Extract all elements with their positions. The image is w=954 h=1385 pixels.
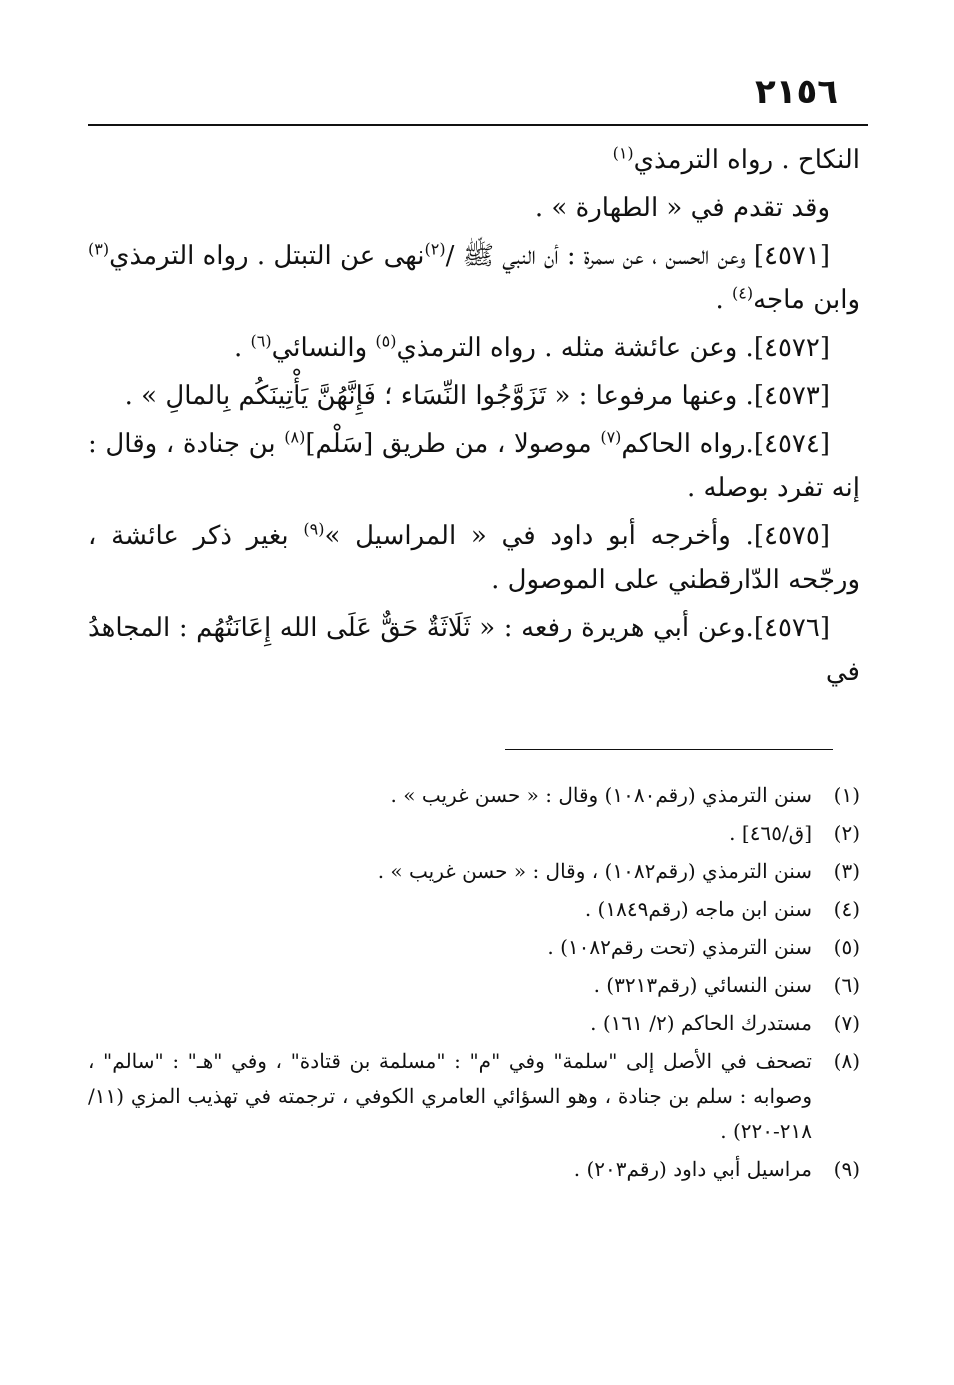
header-rule <box>88 124 868 126</box>
hadith-text: . <box>233 333 251 363</box>
hadith-text: والنسائي <box>271 333 376 363</box>
footnote-9 <box>88 1152 860 1187</box>
hadith-4571 <box>88 234 860 322</box>
footnote-number: (٥) <box>833 935 860 959</box>
hadith-number: [٤٥٧٦] <box>753 613 830 643</box>
hadith-number: [٤٥٧١] <box>753 241 830 271</box>
footnote-number: (٧) <box>833 1011 860 1035</box>
footnote-text: مراسيل أبي داود (رقم٢٠٣) . <box>573 1157 812 1181</box>
hadith-number: [٤٥٧٥] <box>753 521 830 551</box>
paragraph-text: النكاح . رواه الترمذي <box>633 145 860 175</box>
footnote-text: سنن ابن ماجه (رقم١٨٤٩) . <box>584 897 812 921</box>
hadith-text: بغير ذكر عائشة ، ورجّحه الدّارقطني على الموصول . <box>88 521 860 595</box>
footnote-number: (١) <box>833 783 860 807</box>
main-text <box>88 138 860 698</box>
hadith-4572 <box>88 326 860 370</box>
footnote-marker: (٨) <box>284 427 306 447</box>
footnote-6 <box>88 968 860 1003</box>
hadith-text: . وأخرجه أبو داود في « المراسيل » <box>324 521 754 551</box>
hadith-text: وعن الحسن ، عن سمرة : أن النبي ﷺ / <box>445 241 754 271</box>
footnote-text: سنن الترمذي (تحت رقم١٠٨٢) . <box>547 935 812 959</box>
hadith-number: [٤٥٧٣] <box>753 381 830 411</box>
paragraph-1 <box>88 138 860 182</box>
hadith-text: . وعن عائشة مثله . رواه الترمذي <box>396 333 754 363</box>
footnote-2 <box>88 816 860 851</box>
footnote-5 <box>88 930 860 965</box>
hadith-4576 <box>88 606 860 694</box>
footnote-number: (٦) <box>833 973 860 997</box>
footnote-number: (٩) <box>833 1157 860 1181</box>
footnote-3 <box>88 854 860 889</box>
footnote-marker: (٢) <box>424 239 446 259</box>
paragraph-2 <box>88 186 860 230</box>
footnote-7 <box>88 1006 860 1041</box>
page-header <box>88 70 868 126</box>
footnote-text: تصحف في الأصل إلى "سلمة" وفي "م" : "مسلمة بن قتادة" ، وفي "هـ" : "سالم" ، وصوابه : سلم بن جنادة ، وهو السؤائي العامري الكوفي ، ترجمته في تهذيب المزي (١١/ ٢١٨-٢٢٠) . <box>88 1049 812 1143</box>
footnote-separator <box>505 749 833 750</box>
hadith-text: نهى عن التبتل . رواه الترمذي <box>109 241 425 271</box>
footnote-number: (٣) <box>833 859 860 883</box>
hadith-text: .رواه الحاكم <box>621 429 754 459</box>
footnote-marker: (٥) <box>375 331 397 351</box>
footnote-4 <box>88 892 860 927</box>
footnote-text: سنن الترمذي (رقم١٠٨٠) وقال : « حسن غريب » . <box>390 783 812 807</box>
paragraph-text: وقد تقدم في « الطهارة » . <box>534 193 830 223</box>
hadith-text: موصولا ، من طريق [سَلْم] <box>305 429 601 459</box>
hadith-text: . وعنها مرفوعا : « تَزَوَّجُوا النِّسَاء ؛ فَإِنَّهُنَّ يَأْتِينَكُم بِالمالِ » . <box>124 381 754 411</box>
footnote-number: (٢) <box>833 821 860 845</box>
footnote-number: (٨) <box>833 1049 860 1073</box>
footnote-marker: (٩) <box>303 519 325 539</box>
hadith-text: بن جنادة ، وقال : إنه تفرد بوصله . <box>88 429 860 503</box>
page-number: ٢١٥٦ <box>754 72 838 112</box>
footnote-text: [ق/٤٦٥] . <box>729 821 812 845</box>
hadith-4575 <box>88 514 860 602</box>
footnote-1 <box>88 778 860 813</box>
footnote-text: مستدرك الحاكم (٢/ ١٦١) . <box>590 1011 812 1035</box>
hadith-4574 <box>88 422 860 510</box>
footnote-text: سنن الترمذي (رقم١٠٨٢) ، وقال : « حسن غريب » . <box>377 859 812 883</box>
footnote-marker: (١) <box>612 143 634 163</box>
hadith-number: [٤٥٧٤] <box>753 429 830 459</box>
footnote-8 <box>88 1044 860 1149</box>
hadith-number: [٤٥٧٢] <box>753 333 830 363</box>
hadith-text: . <box>715 285 732 315</box>
footnote-marker: (٤) <box>731 283 754 303</box>
hadith-text: .وعن أبي هريرة رفعه : « ثَلَاثَةٌ حَقٌّ عَلَى الله إِعَانَتُهُم : المجاهدُ في <box>88 613 860 687</box>
footnote-text: سنن النسائي (رقم٣٢١٣) . <box>593 973 812 997</box>
hadith-text: وابن ماجه <box>753 285 860 315</box>
footnote-number: (٤) <box>833 897 860 921</box>
footnote-marker: (٦) <box>250 331 272 351</box>
hadith-4573 <box>88 374 860 418</box>
footnote-marker: (٧) <box>600 427 622 447</box>
footnotes <box>88 778 860 1190</box>
footnote-marker: (٣) <box>88 239 110 259</box>
